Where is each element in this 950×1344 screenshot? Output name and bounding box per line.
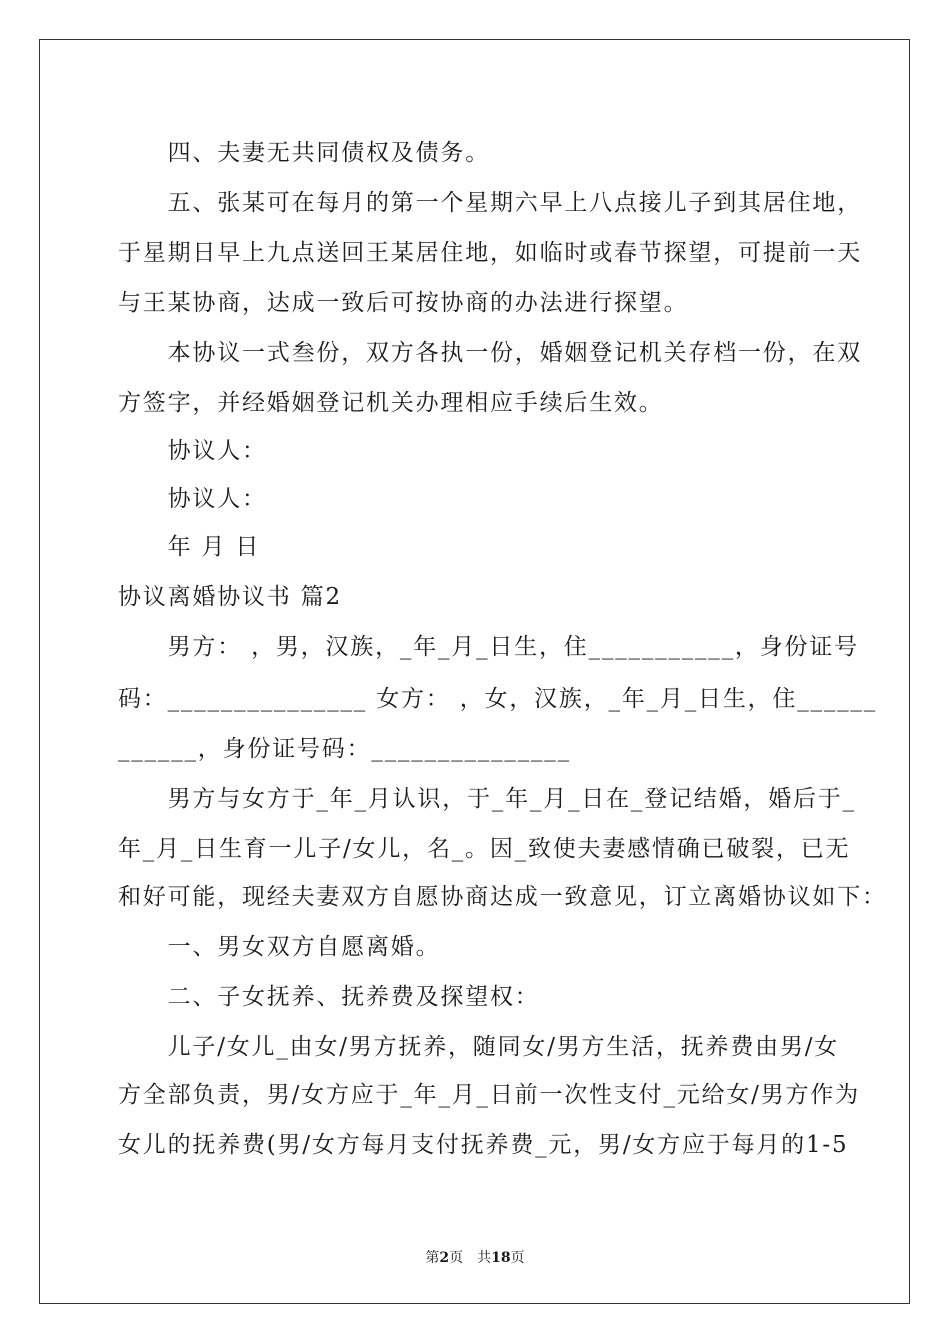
footer-page-number: 2 (439, 1250, 450, 1266)
paragraph-line: 方全部负责，男/女方应于_年_月_日前一次性支付_元给女/男方作为 (118, 1082, 860, 1108)
paragraph-line: 四、夫妻无共同债权及债务。 (118, 140, 490, 166)
paragraph-line: 儿子/女儿_由女/男方抚养，随同女/男方生活，抚养费由男/女 (118, 1034, 840, 1060)
footer-page-prefix: 第 (425, 1250, 440, 1266)
paragraph-line: 男方： ，男，汉族，_年_月_日生，住___________，身份证号 (118, 634, 859, 660)
signatory-line: 协议人： (118, 486, 267, 512)
page-border (39, 39, 910, 1304)
paragraph-line: 于星期日早上九点送回王某居住地，如临时或春节探望，可提前一天 (118, 240, 862, 266)
signatory-line: 协议人： (118, 438, 267, 464)
paragraph-line: 本协议一式叁份，双方各执一份，婚姻登记机关存档一份，在双 (118, 340, 862, 366)
paragraph-line: 五、张某可在每月的第一个星期六早上八点接儿子到其居住地， (118, 190, 862, 216)
paragraph-line: 二、子女抚养、抚养费及探望权： (118, 984, 540, 1010)
paragraph-line: 年_月_日生育一儿子/女儿，名_。因_致使夫妻感情确已破裂，已无 (118, 836, 851, 862)
footer-total-pages: 18 (491, 1250, 511, 1266)
paragraph-line: 方签字，并经婚姻登记机关办理相应手续后生效。 (118, 390, 664, 416)
paragraph-line: ______，身份证号码：_______________ (118, 736, 571, 762)
date-line: 年 月 日 (118, 534, 261, 560)
paragraph-line: 一、男女双方自愿离婚。 (118, 934, 441, 960)
paragraph-line: 与王某协商，达成一致后可按协商的办法进行探望。 (118, 290, 689, 316)
paragraph-line: 男方与女方于_年_月认识，于_年_月_日在_登记结婚，婚后于_ (118, 786, 856, 812)
section-heading: 协议离婚协议书 篇2 (118, 584, 342, 610)
footer-total-suffix: 页 (510, 1250, 525, 1266)
paragraph-line: 女儿的抚养费(男/女方每月支付抚养费_元，男/女方应于每月的1-5 (118, 1132, 849, 1158)
paragraph-line: 码：_______________ 女方： ，女，汉族，_年_月_日生，住______ (118, 686, 878, 712)
paragraph-line: 和好可能，现经夫妻双方自愿协商达成一致意见，订立离婚协议如下： (118, 884, 887, 910)
footer-page-suffix: 页 共 (449, 1250, 492, 1266)
page-footer (0, 1248, 950, 1268)
